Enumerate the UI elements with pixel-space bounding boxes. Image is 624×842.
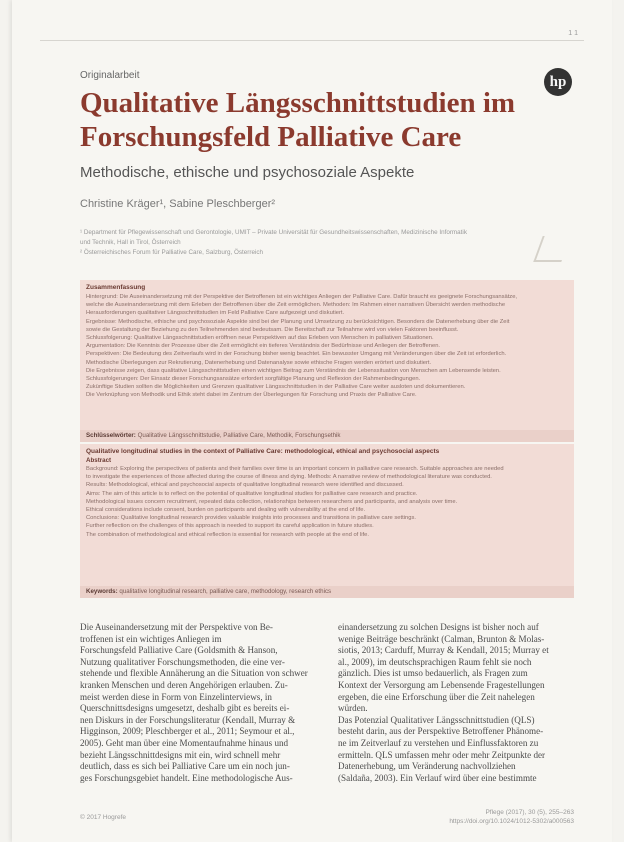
abstract-line-en: Further reflection on the challenges of this approach is needed to support its careful application in future studies. <box>86 523 374 530</box>
body-text-line: nen Diskurs in der Forschungsliteratur (Kendall, Murray & <box>80 714 296 725</box>
publisher-logo-icon: hp <box>544 68 572 96</box>
body-text-line: al., 2009), im deutschsprachigen Raum fehlt sie noch <box>338 656 532 667</box>
abstract-line-en: Aims: The aim of this article is to reflect on the potential of qualitative longitudinal studies for palliative care research and practice. <box>86 490 418 497</box>
body-column-left <box>80 622 316 784</box>
body-text-line: siotis, 2013; Carduff, Murray & Kendall, 2015; Murray et <box>338 645 549 656</box>
abstract-line-en: Results: Methodological, ethical and psychosocial aspects of qualitative longitudinal research were identified and discussed. <box>86 482 404 489</box>
body-text-line: würden. <box>338 703 368 714</box>
body-text-line: troffenen ist ein wichtiges Anliegen im <box>80 633 222 644</box>
article-type-label: Originalarbeit <box>80 70 140 81</box>
body-text-line: ges Forschungsgebiet handelt. Eine methodologische Aus- <box>80 772 293 783</box>
footer-journal: Pflege (2017), 30 (5), 255–263 <box>485 809 574 816</box>
keywords-text: Qualitative Längsschnittstudie, Palliative Care, Methodik, Forschungsethik <box>137 432 341 439</box>
article-subtitle: Methodische, ethische und psychosoziale Aspekte <box>80 164 415 181</box>
body-text-line: ergeben, die eine Erforschung über die Zeit nahelegen <box>338 691 535 702</box>
abstract-line-en: Methodological issues concern recruitment, repeated data collection, relationships between researchers and participants, and analysis over time. <box>86 498 458 505</box>
footer-doi: https://doi.org/10.1024/1012-5302/a000563 <box>449 818 574 825</box>
body-text-line: deutlich, dass es sich bei Palliative Care um ein noch jun- <box>80 761 290 772</box>
abstract-line: Herausforderungen qualitativer Längsschnittstudien im Feld Palliative Care aufgezeigt und diskutiert. <box>86 310 345 317</box>
body-text-line: (Saldaña, 2003). Ein Verlauf wird über eine bestimmte <box>338 772 537 783</box>
abstract-line: Ergebnisse: Methodische, ethische und psychosoziale Aspekte sind bei der Planung und Umsetzung zu berücksichtigen. Besonders die Datenerhebung über die Zeit <box>86 318 510 325</box>
header-rule <box>40 40 584 41</box>
body-column-right <box>338 622 574 784</box>
keywords-english <box>80 586 574 598</box>
body-text-line: Die Auseinandersetzung mit der Perspektive von Be- <box>80 622 273 632</box>
body-text-line: Nutzung qualitativer Forschungsmethoden, die eine ver- <box>80 656 285 667</box>
body-text-line: Higginson, 2009; Pleschberger et al., 2011; Seymour et al., <box>80 726 295 737</box>
abstract-line: Die Ergebnisse zeigen, dass qualitative Längsschnittstudien einen wichtigen Beitrag zum Verständnis der Lebenssituation von Menschen am Lebensende leisten. <box>86 367 501 374</box>
abstract-heading: Zusammenfassung <box>86 284 146 291</box>
abstract-line: Schlussfolgerung: Qualitative Längsschnittstudien eröffnen neue Perspektiven auf das Erleben von Menschen in palliativen Situationen. <box>86 335 434 342</box>
keywords-german <box>80 430 574 442</box>
abstract-english <box>80 444 574 586</box>
abstract-line-en: The combination of methodological and ethical reflection is essential for research with people at the end of life. <box>86 531 369 538</box>
abstract-line: Die Verknüpfung von Methodik und Ethik steht dabei im Zentrum der Überlegungen für Forschung und Praxis der Palliative Care. <box>86 392 417 399</box>
abstract-line-en: Conclusions: Qualitative longitudinal research provides valuable insights into processes and transitions in palliative care settings. <box>86 515 416 522</box>
abstract-text <box>86 293 568 400</box>
abstract-line-en: Ethical considerations include consent, burden on participants and dealing with vulnerability at the end of life. <box>86 507 366 514</box>
abstract-line-en: to investigate the experiences of those affected during the course of illness and dying. Methods: A narrative review of methodological literature was conducted. <box>86 474 492 481</box>
body-text-line: bezieht Längsschnittdesigns mit ein, wird schnell mehr <box>80 749 281 760</box>
body-text-line: Querschnittsdesigns umgesetzt, deshalb gibt es bereits ei- <box>80 703 290 714</box>
footer-copyright: © 2017 Hogrefe <box>80 814 126 821</box>
abstract-german <box>80 280 574 430</box>
abstract-line: welche die Auseinandersetzung mit dem Erleben der Betroffenen über die Zeit ermöglichen. Methoden: Im Rahmen einer narrativen Übersicht werden methodische <box>86 302 506 309</box>
keywords-label-en: Keywords: <box>86 588 118 595</box>
abstract-line: sowie die Gestaltung der Beziehung zu den Teilnehmenden sind bedeutsam. Die Bereitschaft zur Teilnahme wird von vielen Faktoren beeinflusst. <box>86 326 459 333</box>
keywords-label: Schlüsselwörter: <box>86 432 136 439</box>
body-text-line: kranken Menschen und deren Angehörigen erlauben. Zu- <box>80 679 288 690</box>
body-text-line: meist werden diese in Form von Einzelinterviews, in <box>80 691 272 702</box>
body-text-line: ermitteln. QLS umfassen mehr oder mehr Zeitpunkte der <box>338 749 546 760</box>
keywords-text-en: qualitative longitudinal research, palliative care, methodology, research ethics <box>119 588 332 595</box>
abstract-line-en: Background: Exploring the perspectives of patients and their families over time is an important concern in palliative care research. Suitable approaches are needed <box>86 466 504 472</box>
body-text-line: einandersetzung zu solchen Designs ist bisher noch auf <box>338 622 539 632</box>
body-text-line: wenige Beiträge beschränkt (Calman, Brunton & Molas- <box>338 633 545 644</box>
abstract-line: Argumentation: Die Kenntnis der Prozesse über die Zeit ermöglicht ein tieferes Verständnis der Bedürfnisse und Anliegen der Betroffenen. <box>86 343 441 350</box>
affiliation-line: ¹ Department für Pflegewissenschaft und Gerontologie, UMIT – Private Universität für Gesundheitswissenschaften, Medizinische Informatik <box>80 229 467 236</box>
body-text-line: gänzlich. Dies ist umso bedauerlich, als Fragen zum <box>338 668 528 679</box>
body-text-line: Kontext der Versorgung am Lebensende Fragestellungen <box>338 679 545 690</box>
abstract-line: Schlussfolgerungen: Der Einsatz dieser Forschungsansätze erfordert sorgfältige Planung und Reflexion der Rahmenbedingungen. <box>86 376 421 383</box>
footer-citation <box>444 808 574 826</box>
abstract-subheading-en: Abstract <box>86 457 112 464</box>
body-text-line: Datenerhebung, um Veränderung nachvollziehen <box>338 761 516 772</box>
abstract-line: Hintergrund: Die Auseinandersetzung mit der Perspektive der Betroffenen ist ein wichtiges Anliegen der Palliative Care. Dafür braucht es geeignete Forschungsansätze, <box>86 294 518 300</box>
page-number: 1 1 <box>568 30 578 37</box>
body-text-line: Das Potenzial Qualitativer Längsschnittstudien (QLS) <box>338 714 535 725</box>
abstract-line: Zukünftige Studien sollten die Möglichkeiten und Grenzen qualitativer Längsschnittstudien in der Palliative Care weiter ausloten und dokumentieren. <box>86 384 466 391</box>
affiliation-line: und Technik, Hall in Tirol, Österreich <box>80 239 181 246</box>
body-text-line: Forschungsfeld Palliative Care (Goldsmith & Hanson, <box>80 645 278 656</box>
body-text-line: besteht darin, aus der Perspektive Betroffener Phänome- <box>338 726 544 737</box>
abstract-heading-en: Qualitative longitudinal studies in the context of Palliative Care: methodological, ethical and psychosocial aspects <box>86 448 440 455</box>
body-text-line: stehende und flexible Annäherung an die Situation von schwer <box>80 668 308 679</box>
abstract-text-en <box>86 465 568 539</box>
body-text-line: 2005). Geht man über eine Momentaufnahme hinaus und <box>80 737 289 748</box>
affiliations <box>80 228 550 258</box>
abstract-line: Methodische Überlegungen zur Rekrutierung, Datenerhebung und Datenanalyse sowie ethische Fragen werden erörtert und diskutiert. <box>86 359 432 366</box>
affiliation-line: ² Österreichisches Forum für Palliative Care, Salzburg, Österreich <box>80 249 264 256</box>
article-title: Qualitative Längsschnittstudien im Forschungsfeld Palliative Care <box>80 87 516 153</box>
abstract-line: Perspektiven: Die Bedeutung des Zeitverlaufs wird in der Forschung bisher wenig beachtet. Ein bewusster Umgang mit Veränderungen über die Zeit ist erforderlich. <box>86 351 507 358</box>
author-list: Christine Kräger¹, Sabine Pleschberger² <box>80 198 276 210</box>
body-text-line: ne im Zeitverlauf zu verstehen und Einflussfaktoren zu <box>338 737 539 748</box>
